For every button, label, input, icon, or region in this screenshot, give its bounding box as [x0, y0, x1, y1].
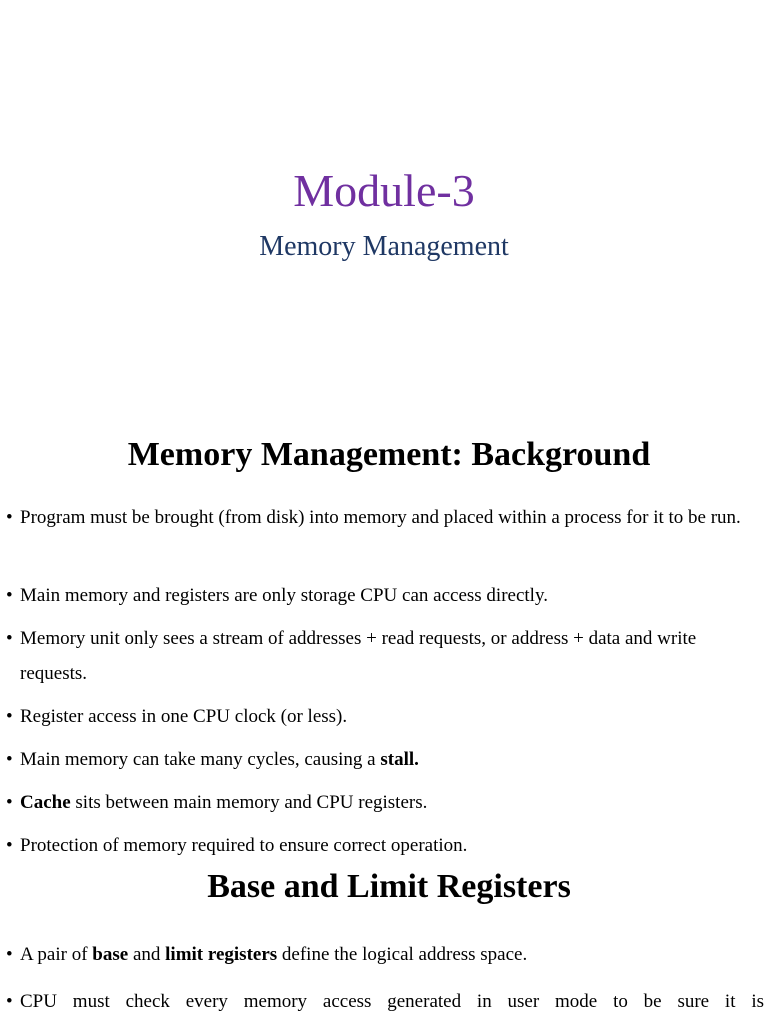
bullet-item [20, 578, 764, 613]
bullet-item [20, 937, 764, 972]
bullet-text: A pair of [20, 944, 93, 965]
bullet-item [20, 828, 764, 863]
bullet-text: Protection of memory required to ensure correct operation. [20, 835, 468, 856]
bullet-item [20, 742, 764, 777]
bullet-text: CPU must check every memory access generated in user mode to be sure it is [20, 991, 764, 1012]
bullet-text: Program must be brought (from disk) into memory and placed within a process for it to be run. [20, 507, 741, 528]
bullet-text: define the logical address space. [277, 944, 528, 965]
bold-text: Cache [20, 792, 71, 813]
bullet-text: Memory unit only sees a stream of addresses + read requests, or address + data and write requests. [20, 628, 697, 684]
bullet-item [20, 699, 764, 734]
bullet-text: Main memory and registers are only storage CPU can access directly. [20, 585, 548, 606]
module-subtitle: Memory Management [259, 231, 509, 262]
bullet-text: Register access in one CPU clock (or less). [20, 706, 348, 727]
module-title: Module-3 [293, 165, 475, 216]
bullet-item [20, 984, 764, 1019]
bold-text: limit registers [165, 944, 278, 965]
bullet-text: sits between main memory and CPU registers. [70, 792, 428, 813]
bullet-item [20, 500, 764, 535]
bullet-item [20, 785, 764, 820]
bullet-text: and [128, 944, 166, 965]
base-limit-heading: Base and Limit Registers [207, 868, 571, 905]
bold-text: stall. [380, 749, 419, 770]
bullet-item [20, 621, 764, 691]
bullet-text: Main memory can take many cycles, causing a [20, 749, 381, 770]
bold-text: base [92, 944, 129, 965]
background-heading: Memory Management: Background [127, 436, 651, 473]
